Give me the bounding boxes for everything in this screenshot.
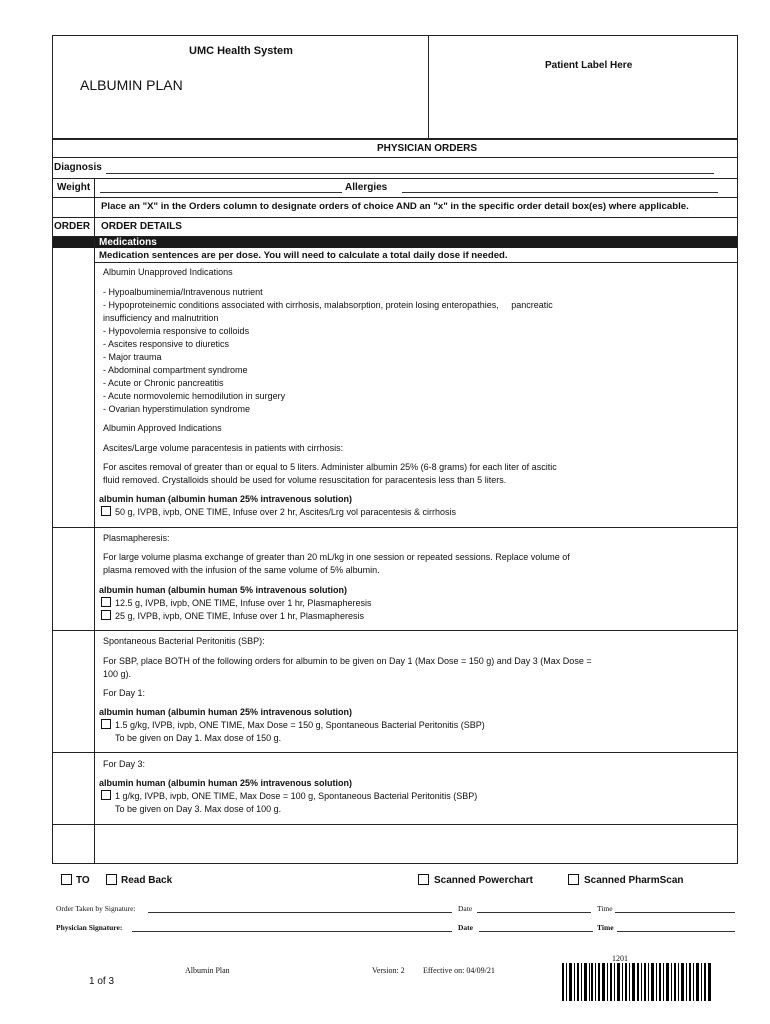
order-option-note: To be given on Day 1. Max dose of 150 g. [115, 733, 282, 743]
allergies-label: Allergies [345, 182, 388, 193]
scanned-powerchart-label: Scanned Powerchart [434, 875, 533, 886]
details-column-header: ORDER DETAILS [101, 221, 182, 232]
medications-bar [95, 237, 737, 248]
rule [52, 178, 738, 179]
to-label: TO [76, 875, 90, 886]
diagnosis-field[interactable] [106, 161, 714, 174]
date-label: Date [458, 923, 473, 932]
ascites-title: Ascites/Large volume paracentesis in patients with cirrhosis: [103, 443, 344, 453]
rule [95, 262, 738, 263]
sbp-text-1: For SBP, place BOTH of the following orders for albumin to be given on Day 1 (Max Dose = 150 g) and Day 3 (Max Dose = [103, 656, 592, 666]
rule [52, 157, 738, 158]
order-option: 50 g, IVPB, ivpb, ONE TIME, Infuse over 2 hr, Ascites/Lrg vol paracentesis & cirrhosis [115, 507, 456, 517]
order-option: 1.5 g/kg, IVPB, ivpb, ONE TIME, Max Dose = 150 g, Spontaneous Bacterial Peritonitis (SBP) [115, 720, 485, 730]
drug-name: albumin human (albumin human 25% intravenous solution) [99, 494, 353, 504]
ascites-text-2: fluid removed. Crystalloids should be used for volume resuscitation for paracentesis less than 5 liters. [103, 475, 507, 485]
allergies-field[interactable] [402, 180, 718, 193]
barcode-number: 1201 [612, 954, 628, 963]
document-name: Albumin Plan [185, 966, 230, 975]
version: Version: 2 [372, 966, 405, 975]
list-item: - Hypovolemia responsive to colloids [103, 326, 250, 336]
list-item: - Acute normovolemic hemodilution in surgery [103, 391, 286, 401]
day-label: For Day 3: [103, 759, 146, 769]
patient-label-placeholder: Patient Label Here [545, 60, 633, 71]
header-divider [428, 35, 429, 139]
day-label: For Day 1: [103, 688, 146, 698]
list-item: - Ovarian hyperstimulation syndrome [103, 404, 251, 414]
plasmapheresis-text-1: For large volume plasma exchange of greater than 20 mL/kg in one session or repeated sessions. Replace volume of [103, 552, 570, 562]
list-item: - Abdominal compartment syndrome [103, 365, 248, 375]
page-number: 1 of 3 [89, 976, 115, 987]
physician-date-field[interactable] [479, 922, 593, 932]
list-item: insufficiency and malnutrition [103, 313, 219, 323]
unapproved-title: Albumin Unapproved Indications [103, 267, 233, 277]
time-label: Time [597, 904, 613, 913]
order-checkbox[interactable] [101, 719, 111, 729]
drug-name: albumin human (albumin human 25% intravenous solution) [99, 778, 353, 788]
diagnosis-label: Diagnosis [54, 162, 102, 173]
system-name: UMC Health System [189, 45, 293, 57]
order-column-header: ORDER [54, 221, 91, 232]
order-option: 25 g, IVPB, ivpb, ONE TIME, Infuse over 1 hr, Plasmapheresis [115, 611, 364, 621]
rule [52, 630, 738, 631]
list-item: - Major trauma [103, 352, 162, 362]
physician-signature-label: Physician Signature: [56, 923, 123, 932]
time-label: Time [597, 923, 614, 932]
rule [52, 527, 738, 528]
instruction-text: Place an "X" in the Orders column to designate orders of choice AND an "x" in the specific order detail box(es) where applicable. [101, 201, 689, 212]
weight-label: Weight [57, 182, 91, 193]
plasmapheresis-text-2: plasma removed with the infusion of the same volume of 5% albumin. [103, 565, 380, 575]
barcode-image [562, 963, 712, 1001]
list-item: - Ascites responsive to diuretics [103, 339, 230, 349]
order-checkbox[interactable] [101, 790, 111, 800]
weight-field[interactable] [100, 180, 342, 193]
scanned-pharmscan-checkbox[interactable] [568, 874, 579, 885]
list-item: - Hypoalbuminemia/Intravenous nutrient [103, 287, 263, 297]
sbp-text-2: 100 g). [103, 669, 132, 679]
order-column-divider [94, 178, 95, 864]
rule [52, 752, 738, 753]
date-label: Date [458, 904, 473, 913]
rule [52, 197, 738, 198]
order-option: 12.5 g, IVPB, ivpb, ONE TIME, Infuse over 1 hr, Plasmapheresis [115, 598, 372, 608]
order-taken-label: Order Taken by Signature: [56, 904, 136, 913]
medication-note: Medication sentences are per dose. You will need to calculate a total daily dose if needed. [99, 250, 508, 261]
read-back-label: Read Back [121, 875, 173, 886]
medications-label: Medications [99, 237, 157, 248]
to-checkbox[interactable] [61, 874, 72, 885]
rule [52, 824, 738, 825]
order-taken-date-field[interactable] [477, 903, 591, 913]
approved-title: Albumin Approved Indications [103, 423, 222, 433]
order-checkbox[interactable] [101, 597, 111, 607]
physician-time-field[interactable] [617, 922, 735, 932]
list-item: - Hypoproteinemic conditions associated with cirrhosis, malabsorption, protein losing enteropathies, pancreatic [103, 300, 553, 310]
order-option-note: To be given on Day 3. Max dose of 100 g. [115, 804, 282, 814]
sbp-title: Spontaneous Bacterial Peritonitis (SBP): [103, 636, 265, 646]
effective-date: Effective on: 04/09/21 [423, 966, 495, 975]
ascites-text-1: For ascites removal of greater than or equal to 5 liters. Administer albumin 25% (6-8 grams) for each liter of ascitic [103, 462, 557, 472]
order-checkbox[interactable] [101, 506, 111, 516]
list-item: - Acute or Chronic pancreatitis [103, 378, 224, 388]
order-option: 1 g/kg, IVPB, ivpb, ONE TIME, Max Dose = 100 g, Spontaneous Bacterial Peritonitis (SBP) [115, 791, 478, 801]
order-taken-signature-field[interactable] [148, 903, 452, 913]
order-taken-time-field[interactable] [615, 903, 735, 913]
plasmapheresis-title: Plasmapheresis: [103, 533, 170, 543]
drug-name: albumin human (albumin human 25% intravenous solution) [99, 707, 353, 717]
scanned-powerchart-checkbox[interactable] [418, 874, 429, 885]
section-title: PHYSICIAN ORDERS [377, 143, 478, 154]
plan-title: ALBUMIN PLAN [80, 77, 183, 93]
order-checkbox[interactable] [101, 610, 111, 620]
scanned-pharmscan-label: Scanned PharmScan [584, 875, 684, 886]
drug-name: albumin human (albumin human 5% intravenous solution) [99, 585, 348, 595]
medications-bar-left [53, 237, 94, 248]
physician-signature-field[interactable] [132, 922, 452, 932]
read-back-checkbox[interactable] [106, 874, 117, 885]
rule [52, 217, 738, 218]
